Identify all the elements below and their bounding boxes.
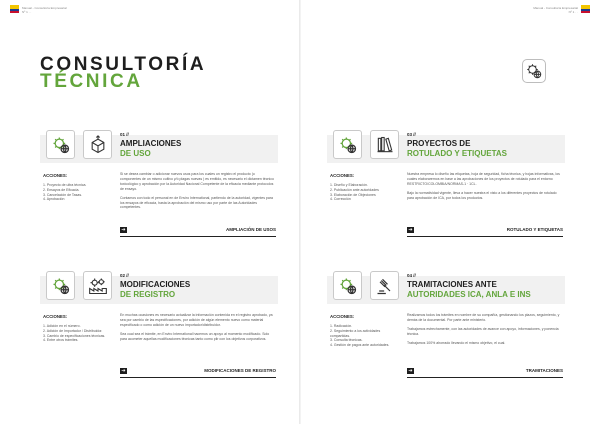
section-title-line1: CONSULTORÍA	[40, 54, 207, 75]
actions-heading: ACCIONES:	[43, 173, 68, 178]
list-item: 1. Diseño y Elaboración.	[330, 183, 368, 187]
actions-heading: ACCIONES:	[330, 173, 355, 178]
ampliacion-usos-link[interactable]	[120, 227, 276, 234]
card-title-line1: AMPLIACIONES	[120, 139, 182, 148]
paragraph: Si se desea cambiar o adicionar nuevos usos para los cuales un registro el producto (o componentes de un mismo cultivo y/ó plagas nuevas ) es emitido, es necesario el dictamen técnico toxicológico y aprobación por la Autoridad Nacional Competente de la eficacia mediante protocolos de ensayo.	[120, 172, 274, 191]
list-item: 2. Ensayos de Eficacia.	[43, 187, 80, 192]
section-title-line2: TÉCNICA	[40, 71, 143, 92]
gear-globe-icon	[333, 271, 362, 300]
link-label: MODIFICACIONES DE REGISTRO	[204, 368, 276, 373]
list-item: 3. Cancelación de Tasas.	[43, 192, 83, 197]
paragraph: Contamos con todo el personal en de Enviro International, partiendo de la autoridad, vigentes para los ensayos de eficacia, hasta la aprobación del mismo uso por parte de las Autoridades competentes.	[120, 195, 273, 210]
card-number: 02 //	[120, 273, 129, 278]
list-item: 4. Gestión de pagos ante autoridades.	[330, 343, 390, 348]
list-item: 3. Consulta técnicas.	[330, 338, 363, 343]
card-number: 01 //	[120, 132, 129, 137]
gear-globe-icon	[522, 59, 546, 83]
paragraph: Sea cual sea el trámite, en Enviro International hacemos un apoyo al momento modificado. Solo para acometer aquellas modificaciones técnicas tanto como plir con los objetivos corporativos.	[120, 331, 270, 341]
card-rotulado	[327, 130, 565, 238]
paragraph: Nuestra empresa lo diseño las etiquetas, hoja de seguridad, ficha técnica, y hojas informativas, los cuales elaboraremos en base a las aprobaciones de los proyectos de rotulado para el entorno RESTRICTO/COLOMBIA/NORMAS-1 · 1CL.	[407, 172, 560, 186]
tramitaciones-link[interactable]	[407, 368, 563, 375]
link-label: ROTULADO Y ETIQUETAS	[506, 227, 563, 232]
card-title-line1: MODIFICACIONES	[120, 280, 191, 289]
gavel-icon	[370, 271, 399, 300]
card-title-line2: ROTULADO Y ETIQUETAS	[407, 149, 508, 158]
list-item: 1. Adición en el número.	[43, 324, 81, 328]
card-title-line2: AUTORIDADES ICA, ANLA E INS	[407, 290, 531, 299]
document-books-icon	[370, 130, 399, 159]
list-item: 3. Elaboración de Objeciones	[330, 192, 376, 197]
list-item: 2. Seguimiento a los actividades compartidas.	[330, 328, 381, 338]
card-number: 03 //	[407, 132, 416, 137]
divider	[120, 377, 276, 378]
header-left-line2: Nº 1 · ·	[22, 10, 32, 14]
actions-list	[330, 324, 400, 348]
card-title-line1: PROYECTOS DE	[407, 139, 471, 148]
list-item: 4. Aprobación	[43, 197, 65, 202]
list-item: 1. Radicación.	[330, 324, 353, 328]
paragraph: Trabajamos estrechamente, con las autoridades de avance con apoyo, informaciones, y ponencia técnica.	[407, 326, 559, 336]
arrow-right-icon: ➔	[121, 227, 126, 233]
paragraph: Trabajamos 100% ahorrado llevando el mismo objetivo, el cual.	[407, 340, 506, 345]
link-label: TRAMITACIONES	[525, 368, 563, 373]
card-number: 04 //	[407, 273, 416, 278]
header-right-line2: Nº 1 · ·	[568, 10, 578, 14]
arrow-right-icon: ➔	[408, 368, 413, 374]
colombia-flag-icon	[581, 5, 590, 13]
paragraph: En muchas ocasiones es necesario actualizar la información contenida en el registro aprobado, ya sea por cambio de las especificaciones, por adición de algún elemento nuevo como material especificado o como adición de un nuevo importador/distribuidor.	[120, 313, 273, 327]
divider	[120, 236, 276, 237]
gear-globe-icon	[46, 271, 75, 300]
list-item: 2. Adición de Importador / Distribuidor.	[43, 328, 103, 333]
list-item: 4. Entre otros trámites.	[43, 338, 79, 343]
actions-heading: ACCIONES:	[43, 314, 68, 319]
factory-gears-icon	[83, 271, 112, 300]
card-description	[120, 172, 276, 214]
list-item: 4. Corrección	[330, 197, 351, 202]
list-item: 1. Proyecto de ultra técnica.	[43, 183, 87, 187]
card-tramitaciones	[327, 271, 565, 379]
box-lift-icon	[83, 130, 112, 159]
gear-globe-icon	[333, 130, 362, 159]
header-right-line1: Manual - Consultoría Empresarial	[533, 6, 578, 10]
card-description	[407, 172, 563, 205]
modificaciones-registro-link[interactable]	[120, 368, 276, 375]
arrow-right-icon: ➔	[121, 368, 126, 374]
list-item: 3. Cambio de especificaciones técnicas.	[43, 333, 106, 338]
actions-list	[330, 183, 400, 202]
colombia-flag-icon	[10, 5, 19, 13]
paragraph: Realizamos todos los trámites en nombre de su compañía, gestionando los plazos, seguimiento, y demás de la documental. Por parte ante ministerio.	[407, 313, 560, 322]
divider	[407, 377, 563, 378]
card-modificaciones	[40, 271, 278, 379]
list-item: 2. Publicación ante autoridades	[330, 187, 379, 192]
actions-list	[43, 324, 113, 343]
divider	[407, 236, 563, 237]
card-ampliaciones	[40, 130, 278, 238]
card-title-line2: DE USO	[120, 149, 151, 158]
link-label: AMPLIACIÓN DE USOS	[225, 227, 276, 232]
paragraph: Bajo la normatividad vigente, lleva a hacer nuestra el visto a los diferentes proyectos de rotulado para aprobación de ICA, por todos los productos.	[407, 190, 557, 200]
card-title-line1: TRAMITACIONES ANTE	[407, 280, 497, 289]
gear-globe-icon	[46, 130, 75, 159]
actions-heading: ACCIONES:	[330, 314, 355, 319]
header-left	[22, 6, 67, 14]
header-left-line1: Manual - Consultoría Empresarial	[22, 6, 67, 10]
card-description	[120, 313, 276, 346]
card-description	[407, 313, 563, 350]
page-spine	[299, 0, 301, 424]
header-right	[533, 6, 578, 14]
rotulado-etiquetas-link[interactable]	[407, 227, 563, 234]
arrow-right-icon: ➔	[408, 227, 413, 233]
card-title-line2: DE REGISTRO	[120, 290, 176, 299]
actions-list	[43, 183, 113, 202]
